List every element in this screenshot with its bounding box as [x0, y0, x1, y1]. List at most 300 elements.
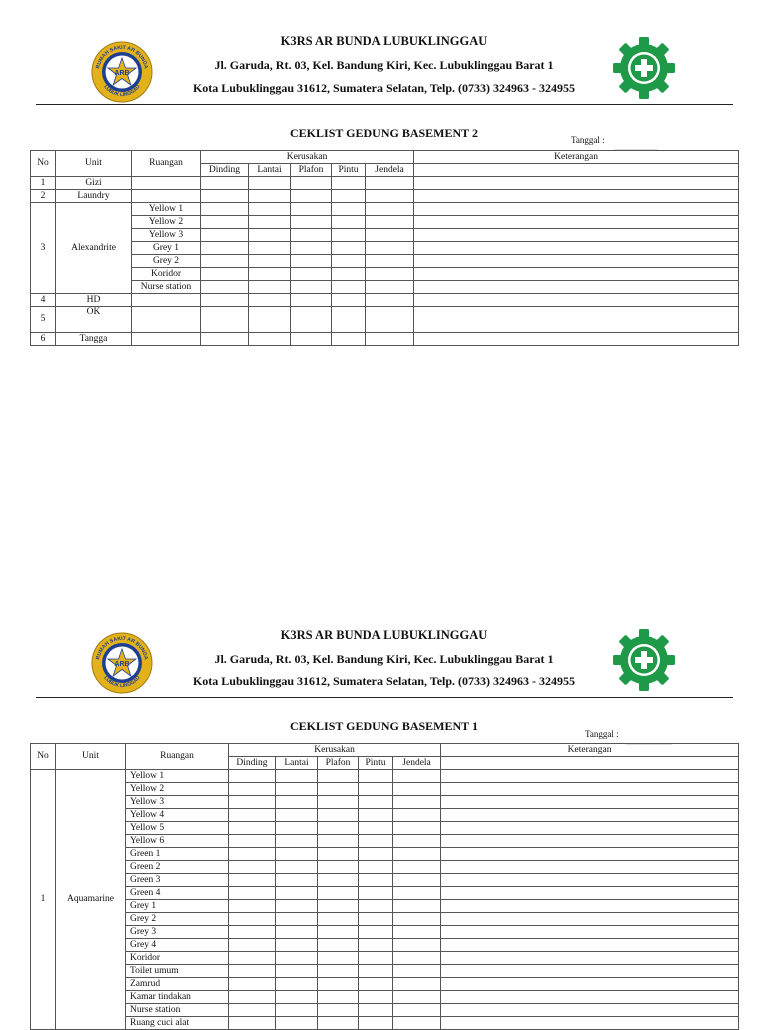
- cell-ruangan: Yellow 1: [132, 203, 201, 216]
- table-row: [31, 874, 739, 887]
- cell-check[interactable]: [393, 783, 441, 796]
- cell-ruangan: Koridor: [132, 268, 201, 281]
- cell-keterangan[interactable]: [414, 216, 739, 229]
- cell-ruangan: Yellow 5: [126, 822, 229, 835]
- cell-check[interactable]: [201, 203, 249, 216]
- cell-check[interactable]: [276, 926, 318, 939]
- cell-keterangan[interactable]: [441, 822, 739, 835]
- logo-text-bottom: LUBUK LINGGAU: [102, 84, 142, 99]
- cell-check[interactable]: [393, 874, 441, 887]
- cell-check[interactable]: [249, 242, 291, 255]
- cell-check[interactable]: [359, 965, 393, 978]
- cell-check[interactable]: [276, 822, 318, 835]
- cell-no: 1: [31, 770, 56, 1030]
- cell-check[interactable]: [276, 913, 318, 926]
- cell-empty[interactable]: [132, 190, 201, 203]
- cell-check[interactable]: [229, 770, 276, 783]
- table-row: [31, 770, 739, 783]
- cell-keterangan[interactable]: [414, 190, 739, 203]
- cell-check[interactable]: [229, 939, 276, 952]
- cell-keterangan[interactable]: [441, 835, 739, 848]
- cell-check[interactable]: [393, 848, 441, 861]
- cell-check[interactable]: [359, 1017, 393, 1030]
- cell-check[interactable]: [229, 926, 276, 939]
- hospital-emblem-icon: [91, 41, 153, 103]
- cell-unit: OK: [56, 307, 132, 333]
- cell-ruangan: Yellow 2: [132, 216, 201, 229]
- cell-check[interactable]: [366, 177, 414, 190]
- cell-keterangan[interactable]: [441, 770, 739, 783]
- cell-keterangan[interactable]: [441, 978, 739, 991]
- cell-check[interactable]: [332, 229, 366, 242]
- cell-check[interactable]: [276, 887, 318, 900]
- cell-ruangan: Kamar tindakan: [126, 991, 229, 1004]
- cell-check[interactable]: [366, 333, 414, 346]
- cell-check[interactable]: [393, 913, 441, 926]
- cell-check[interactable]: [249, 203, 291, 216]
- cell-check[interactable]: [318, 1004, 359, 1017]
- cell-ruangan: Nurse station: [132, 281, 201, 294]
- checklist-table: [30, 743, 739, 1030]
- cell-keterangan[interactable]: [414, 242, 739, 255]
- table-row: [31, 978, 739, 991]
- cell-check[interactable]: [318, 913, 359, 926]
- table-row: [31, 1004, 739, 1017]
- col-header-kerusakan: Kerusakan: [201, 151, 414, 164]
- cell-ruangan: Yellow 2: [126, 783, 229, 796]
- cell-check[interactable]: [291, 333, 332, 346]
- cell-check[interactable]: [201, 229, 249, 242]
- cell-check[interactable]: [318, 783, 359, 796]
- cell-check[interactable]: [229, 783, 276, 796]
- col-header-unit: Unit: [56, 744, 126, 770]
- cell-check[interactable]: [291, 281, 332, 294]
- cell-ruangan: Grey 2: [132, 255, 201, 268]
- table-row: [31, 268, 739, 281]
- cell-check[interactable]: [366, 255, 414, 268]
- cell-check[interactable]: [276, 874, 318, 887]
- cell-check[interactable]: [249, 307, 291, 333]
- cell-keterangan[interactable]: [441, 926, 739, 939]
- col-header-jendela: Jendela: [393, 757, 441, 770]
- cell-check[interactable]: [318, 796, 359, 809]
- cell-check[interactable]: [332, 268, 366, 281]
- cell-check[interactable]: [229, 965, 276, 978]
- cell-check[interactable]: [276, 770, 318, 783]
- cell-check[interactable]: [201, 216, 249, 229]
- header-divider: [36, 697, 733, 698]
- cell-check[interactable]: [276, 796, 318, 809]
- table-row: [31, 939, 739, 952]
- col-header-ruangan: Ruangan: [132, 151, 201, 177]
- logo-text-top: RUMAH SAKIT AR BUNDA: [95, 635, 149, 661]
- cell-unit: Laundry: [56, 190, 132, 203]
- cell-check[interactable]: [229, 1017, 276, 1030]
- cell-check[interactable]: [276, 900, 318, 913]
- cell-check[interactable]: [366, 216, 414, 229]
- cell-check[interactable]: [318, 978, 359, 991]
- cell-check[interactable]: [332, 203, 366, 216]
- cell-empty[interactable]: [132, 333, 201, 346]
- table-row: [31, 991, 739, 1004]
- cell-check[interactable]: [291, 216, 332, 229]
- cell-check[interactable]: [393, 796, 441, 809]
- cell-check[interactable]: [318, 926, 359, 939]
- cell-check[interactable]: [318, 952, 359, 965]
- cell-check[interactable]: [201, 268, 249, 281]
- cell-ruangan: Grey 4: [126, 939, 229, 952]
- cell-check[interactable]: [276, 809, 318, 822]
- cell-empty[interactable]: [414, 164, 739, 177]
- col-header-dinding: Dinding: [201, 164, 249, 177]
- cell-check[interactable]: [393, 1017, 441, 1030]
- cell-no: 4: [31, 294, 56, 307]
- cell-keterangan[interactable]: [414, 307, 739, 333]
- cell-check[interactable]: [249, 216, 291, 229]
- cell-check[interactable]: [318, 939, 359, 952]
- cell-check[interactable]: [276, 835, 318, 848]
- cell-check[interactable]: [291, 307, 332, 333]
- table-row: [31, 294, 739, 307]
- cell-ruangan: Grey 3: [126, 926, 229, 939]
- cell-check[interactable]: [366, 307, 414, 333]
- cell-unit: Tangga: [56, 333, 132, 346]
- table-row: [31, 965, 739, 978]
- cell-check[interactable]: [393, 887, 441, 900]
- cell-keterangan[interactable]: [441, 796, 739, 809]
- cell-check[interactable]: [332, 307, 366, 333]
- cell-ruangan: Yellow 6: [126, 835, 229, 848]
- cell-check[interactable]: [318, 809, 359, 822]
- cell-check[interactable]: [276, 952, 318, 965]
- cell-check[interactable]: [318, 848, 359, 861]
- cell-check[interactable]: [366, 242, 414, 255]
- cell-check[interactable]: [249, 229, 291, 242]
- col-header-ruangan: Ruangan: [126, 744, 229, 770]
- table-row: [31, 861, 739, 874]
- cell-check[interactable]: [393, 978, 441, 991]
- col-header-dinding: Dinding: [229, 757, 276, 770]
- hospital-emblem-icon: [91, 632, 153, 694]
- cell-empty[interactable]: [441, 757, 739, 770]
- table-row: [31, 190, 739, 203]
- cell-check[interactable]: [229, 913, 276, 926]
- cell-check[interactable]: [366, 190, 414, 203]
- cell-check[interactable]: [318, 770, 359, 783]
- table-row: [31, 913, 739, 926]
- cell-check[interactable]: [276, 965, 318, 978]
- cell-keterangan[interactable]: [441, 861, 739, 874]
- col-header-no: No: [31, 151, 56, 177]
- cell-check[interactable]: [359, 848, 393, 861]
- hospital-name: K3RS AR BUNDA LUBUKLINGGAU: [280, 34, 488, 48]
- table-row: [31, 1017, 739, 1030]
- cell-ruangan: Yellow 1: [126, 770, 229, 783]
- k3-safety-gear-cross-icon: [612, 628, 676, 692]
- table-row: [31, 822, 739, 835]
- cell-check[interactable]: [359, 1004, 393, 1017]
- cell-check[interactable]: [359, 861, 393, 874]
- cell-keterangan[interactable]: [441, 939, 739, 952]
- cell-check[interactable]: [249, 268, 291, 281]
- cell-check[interactable]: [318, 861, 359, 874]
- cell-ruangan: Green 2: [126, 861, 229, 874]
- table-row: [31, 835, 739, 848]
- cell-check[interactable]: [201, 307, 249, 333]
- cell-ruangan: Toilet umum: [126, 965, 229, 978]
- cell-check[interactable]: [393, 965, 441, 978]
- cell-check[interactable]: [332, 216, 366, 229]
- cell-check[interactable]: [359, 770, 393, 783]
- cell-check[interactable]: [366, 294, 414, 307]
- cell-check[interactable]: [249, 255, 291, 268]
- cell-check[interactable]: [249, 281, 291, 294]
- cell-check[interactable]: [229, 822, 276, 835]
- cell-keterangan[interactable]: [414, 281, 739, 294]
- cell-check[interactable]: [276, 783, 318, 796]
- cell-keterangan[interactable]: [414, 177, 739, 190]
- cell-check[interactable]: [291, 177, 332, 190]
- cell-check[interactable]: [291, 229, 332, 242]
- table-row: [31, 848, 739, 861]
- cell-check[interactable]: [393, 1004, 441, 1017]
- cell-check[interactable]: [359, 952, 393, 965]
- cell-check[interactable]: [201, 242, 249, 255]
- k3-safety-gear-cross-icon: [612, 36, 676, 100]
- cell-check[interactable]: [201, 255, 249, 268]
- cell-check[interactable]: [366, 203, 414, 216]
- cell-check[interactable]: [229, 848, 276, 861]
- cell-empty[interactable]: [132, 294, 201, 307]
- cell-check[interactable]: [359, 939, 393, 952]
- cell-keterangan[interactable]: [414, 255, 739, 268]
- cell-check[interactable]: [318, 965, 359, 978]
- cell-check[interactable]: [393, 939, 441, 952]
- cell-check[interactable]: [359, 900, 393, 913]
- cell-keterangan[interactable]: [441, 809, 739, 822]
- cell-check[interactable]: [359, 991, 393, 1004]
- table-row: [31, 900, 739, 913]
- cell-keterangan[interactable]: [441, 913, 739, 926]
- cell-no: 6: [31, 333, 56, 346]
- col-header-lantai: Lantai: [249, 164, 291, 177]
- cell-check[interactable]: [332, 190, 366, 203]
- cell-unit: Aquamarine: [56, 770, 126, 1030]
- cell-check[interactable]: [291, 255, 332, 268]
- cell-check[interactable]: [359, 796, 393, 809]
- cell-ruangan: Yellow 3: [126, 796, 229, 809]
- cell-check[interactable]: [229, 952, 276, 965]
- cell-no: 2: [31, 190, 56, 203]
- cell-keterangan[interactable]: [441, 783, 739, 796]
- cell-check[interactable]: [229, 1004, 276, 1017]
- checklist-title: CEKLIST GEDUNG BASEMENT 2: [290, 126, 478, 140]
- cell-check[interactable]: [393, 822, 441, 835]
- table-row: [31, 307, 739, 333]
- cell-check[interactable]: [359, 926, 393, 939]
- cell-check[interactable]: [332, 281, 366, 294]
- cell-check[interactable]: [318, 1017, 359, 1030]
- cell-check[interactable]: [318, 874, 359, 887]
- cell-check[interactable]: [249, 177, 291, 190]
- cell-check[interactable]: [229, 796, 276, 809]
- table-row: [31, 203, 739, 216]
- address-line-1: Jl. Garuda, Rt. 03, Kel. Bandung Kiri, Kec. Lubuklinggau Barat 1: [214, 652, 554, 666]
- cell-check[interactable]: [276, 939, 318, 952]
- cell-ruangan: Grey 2: [126, 913, 229, 926]
- cell-check[interactable]: [393, 770, 441, 783]
- cell-keterangan[interactable]: [441, 965, 739, 978]
- cell-check[interactable]: [393, 835, 441, 848]
- cell-ruangan: Green 4: [126, 887, 229, 900]
- table-row: [31, 887, 739, 900]
- cell-check[interactable]: [318, 991, 359, 1004]
- logo-text-bottom: LUBUK LINGGAU: [102, 675, 142, 690]
- table-row: [31, 809, 739, 822]
- cell-check[interactable]: [291, 268, 332, 281]
- cell-check[interactable]: [359, 809, 393, 822]
- cell-ruangan: Grey 1: [126, 900, 229, 913]
- col-header-pintu: Pintu: [332, 164, 366, 177]
- cell-check[interactable]: [366, 281, 414, 294]
- table-row: [31, 229, 739, 242]
- table-row: [31, 281, 739, 294]
- cell-check[interactable]: [332, 255, 366, 268]
- table-row: [31, 796, 739, 809]
- cell-keterangan[interactable]: [441, 952, 739, 965]
- cell-keterangan[interactable]: [441, 848, 739, 861]
- cell-check[interactable]: [393, 926, 441, 939]
- table-row: [31, 783, 739, 796]
- cell-ruangan: Koridor: [126, 952, 229, 965]
- cell-check[interactable]: [393, 809, 441, 822]
- cell-check[interactable]: [201, 333, 249, 346]
- cell-check[interactable]: [249, 333, 291, 346]
- table-row: [31, 926, 739, 939]
- cell-check[interactable]: [393, 991, 441, 1004]
- cell-check[interactable]: [229, 900, 276, 913]
- cell-no: 3: [31, 203, 56, 294]
- cell-check[interactable]: [249, 190, 291, 203]
- cell-check[interactable]: [366, 268, 414, 281]
- cell-keterangan[interactable]: [441, 991, 739, 1004]
- cell-check[interactable]: [359, 874, 393, 887]
- cell-check[interactable]: [332, 242, 366, 255]
- cell-check[interactable]: [332, 294, 366, 307]
- cell-check[interactable]: [359, 913, 393, 926]
- cell-check[interactable]: [291, 190, 332, 203]
- cell-check[interactable]: [291, 242, 332, 255]
- cell-check[interactable]: [276, 1004, 318, 1017]
- cell-check[interactable]: [318, 822, 359, 835]
- cell-check[interactable]: [332, 177, 366, 190]
- cell-check[interactable]: [229, 861, 276, 874]
- cell-keterangan[interactable]: [414, 294, 739, 307]
- cell-empty[interactable]: [132, 177, 201, 190]
- cell-keterangan[interactable]: [441, 1017, 739, 1030]
- cell-keterangan[interactable]: [441, 1004, 739, 1017]
- cell-check[interactable]: [359, 887, 393, 900]
- cell-ruangan: Green 1: [126, 848, 229, 861]
- cell-check[interactable]: [332, 333, 366, 346]
- cell-check[interactable]: [201, 281, 249, 294]
- cell-check[interactable]: [201, 190, 249, 203]
- cell-check[interactable]: [229, 991, 276, 1004]
- cell-check[interactable]: [393, 861, 441, 874]
- cell-empty[interactable]: [132, 307, 201, 333]
- header-divider: [36, 104, 733, 105]
- cell-keterangan[interactable]: [441, 874, 739, 887]
- cell-keterangan[interactable]: [414, 268, 739, 281]
- cell-check[interactable]: [318, 835, 359, 848]
- table-row: [31, 216, 739, 229]
- cell-check[interactable]: [229, 887, 276, 900]
- cell-check[interactable]: [201, 294, 249, 307]
- cell-keterangan[interactable]: [441, 900, 739, 913]
- address-line-1: Jl. Garuda, Rt. 03, Kel. Bandung Kiri, Kec. Lubuklinggau Barat 1: [214, 58, 554, 72]
- cell-check[interactable]: [276, 861, 318, 874]
- cell-check[interactable]: [366, 229, 414, 242]
- cell-no: 1: [31, 177, 56, 190]
- date-label: Tanggal :: [571, 135, 605, 145]
- cell-check[interactable]: [229, 874, 276, 887]
- cell-keterangan[interactable]: [441, 887, 739, 900]
- cell-check[interactable]: [229, 809, 276, 822]
- cell-unit: Alexandrite: [56, 203, 132, 294]
- cell-check[interactable]: [393, 900, 441, 913]
- col-header-lantai: Lantai: [276, 757, 318, 770]
- table-row: [31, 333, 739, 346]
- cell-ruangan: Nurse station: [126, 1004, 229, 1017]
- cell-check[interactable]: [318, 887, 359, 900]
- cell-ruangan: Yellow 4: [126, 809, 229, 822]
- cell-ruangan: Grey 1: [132, 242, 201, 255]
- col-header-kerusakan: Kerusakan: [229, 744, 441, 757]
- logo-text-top: RUMAH SAKIT AR BUNDA: [95, 44, 149, 70]
- cell-check[interactable]: [276, 991, 318, 1004]
- table-row: [31, 242, 739, 255]
- cell-check[interactable]: [229, 978, 276, 991]
- cell-check[interactable]: [276, 978, 318, 991]
- cell-check[interactable]: [276, 848, 318, 861]
- cell-keterangan[interactable]: [414, 333, 739, 346]
- cell-keterangan[interactable]: [414, 229, 739, 242]
- cell-check[interactable]: [201, 177, 249, 190]
- cell-check[interactable]: [393, 952, 441, 965]
- table-row: [31, 177, 739, 190]
- cell-check[interactable]: [359, 835, 393, 848]
- cell-ruangan: Green 3: [126, 874, 229, 887]
- cell-check[interactable]: [318, 900, 359, 913]
- cell-check[interactable]: [249, 294, 291, 307]
- cell-check[interactable]: [291, 294, 332, 307]
- col-header-unit: Unit: [56, 151, 132, 177]
- cell-unit: Gizi: [56, 177, 132, 190]
- cell-no: 5: [31, 307, 56, 333]
- date-label: Tanggal :: [585, 729, 619, 739]
- cell-check[interactable]: [359, 822, 393, 835]
- cell-check[interactable]: [359, 783, 393, 796]
- checklist-sheet-basement-1: [0, 594, 768, 1028]
- cell-check[interactable]: [276, 1017, 318, 1030]
- cell-ruangan: Zamrud: [126, 978, 229, 991]
- cell-check[interactable]: [359, 978, 393, 991]
- cell-check[interactable]: [291, 203, 332, 216]
- col-header-keterangan: Keterangan: [441, 744, 739, 757]
- cell-check[interactable]: [229, 835, 276, 848]
- cell-keterangan[interactable]: [414, 203, 739, 216]
- cell-ruangan: Ruang cuci alat: [126, 1017, 229, 1030]
